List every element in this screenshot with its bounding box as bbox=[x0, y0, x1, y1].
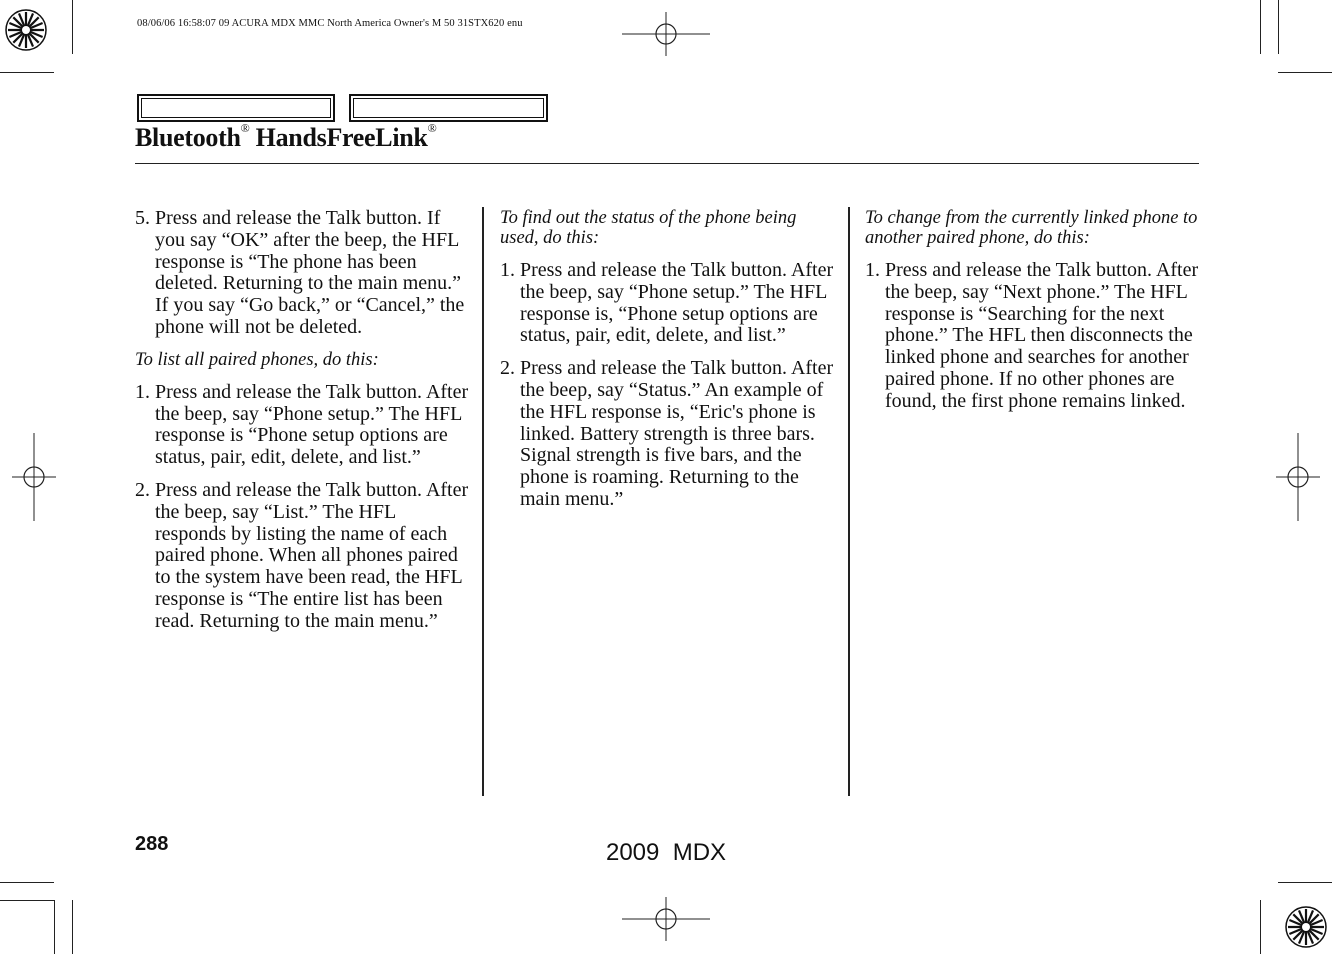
step-text: Press and release the Talk button. After the beep, say “Next phone.” The HFL response is “Searching for the next phone.” The HFL then disconnects the linked phone and searches for another paired phone. If no other phones are found, the first phone remains linked. bbox=[885, 259, 1199, 412]
step-number: 1. bbox=[500, 259, 515, 281]
registration-crosshair-icon bbox=[622, 12, 710, 56]
registration-crosshair-icon bbox=[622, 897, 710, 941]
list-item bbox=[135, 480, 471, 633]
title-bluetooth: Bluetooth bbox=[135, 123, 241, 152]
page-title bbox=[135, 121, 436, 153]
nav-tab-right[interactable] bbox=[349, 94, 548, 122]
registered-mark: ® bbox=[240, 121, 250, 135]
column-1 bbox=[135, 208, 471, 644]
step-5-delete-phone bbox=[135, 208, 471, 339]
step-number: 1. bbox=[135, 380, 150, 403]
list-item bbox=[500, 260, 836, 347]
step-text: Press and release the Talk button. If you say “OK” after the beep, the HFL response is “The phone has been deleted. Returning to the main menu.” If you say “Go back,” or “Cancel,” the phone will not be deleted. bbox=[155, 207, 465, 338]
step-text: Press and release the Talk button. After the beep, say “Phone setup.” The HFL response is “Phone setup options are status, pair, edit, delete, and list.” bbox=[155, 380, 469, 469]
registration-sunburst-icon bbox=[1284, 905, 1328, 949]
title-divider bbox=[135, 163, 1199, 164]
step-number: 5. bbox=[135, 207, 150, 229]
column-3 bbox=[865, 208, 1201, 424]
step-text: Press and release the Talk button. After the beep, say “List.” The HFL responds by listing the name of each paired phone. When all phones paired to the system have been read, the HFL response is “The entire list has been read. Returning to the main menu.” bbox=[155, 478, 469, 632]
list-item bbox=[500, 358, 836, 511]
step-number: 1. bbox=[865, 259, 880, 281]
list-item bbox=[135, 382, 471, 469]
registration-sunburst-icon bbox=[4, 8, 48, 52]
title-handsfreelink: HandsFreeLink bbox=[249, 123, 428, 152]
step-text: Press and release the Talk button. After the beep, say “Status.” An example of the HFL response is, “Eric's phone is linked. Battery strength is three bars. Signal strength is five bars, and the phone is roaming. Returning to the main menu.” bbox=[520, 357, 834, 510]
step-number: 2. bbox=[500, 357, 515, 380]
registered-mark: ® bbox=[427, 121, 437, 135]
step-text: Press and release the Talk button. After the beep, say “Phone setup.” The HFL response is, “Phone setup options are status, pair, edit, delete, and list.” bbox=[520, 259, 834, 347]
registration-crosshair-icon bbox=[1276, 433, 1320, 521]
section-intro-list-phones: To list all paired phones, do this: bbox=[135, 349, 379, 370]
section-intro-phone-status: To find out the status of the phone being used, do this: bbox=[500, 208, 797, 248]
step-number: 2. bbox=[135, 478, 150, 501]
print-header: 08/06/06 16:58:07 09 ACURA MDX MMC North America Owner's M 50 31STX620 enu bbox=[137, 18, 523, 29]
registration-crosshair-icon bbox=[12, 433, 56, 521]
page-number: 288 bbox=[135, 833, 169, 855]
column-2 bbox=[500, 208, 836, 522]
section-intro-change-phone: To change from the currently linked phone to another paired phone, do this: bbox=[865, 208, 1198, 248]
nav-tab-left[interactable] bbox=[137, 94, 335, 122]
list-item bbox=[865, 260, 1201, 413]
column-divider bbox=[482, 207, 484, 796]
footer-model: 2009 MDX bbox=[605, 839, 727, 866]
column-divider bbox=[848, 207, 850, 796]
